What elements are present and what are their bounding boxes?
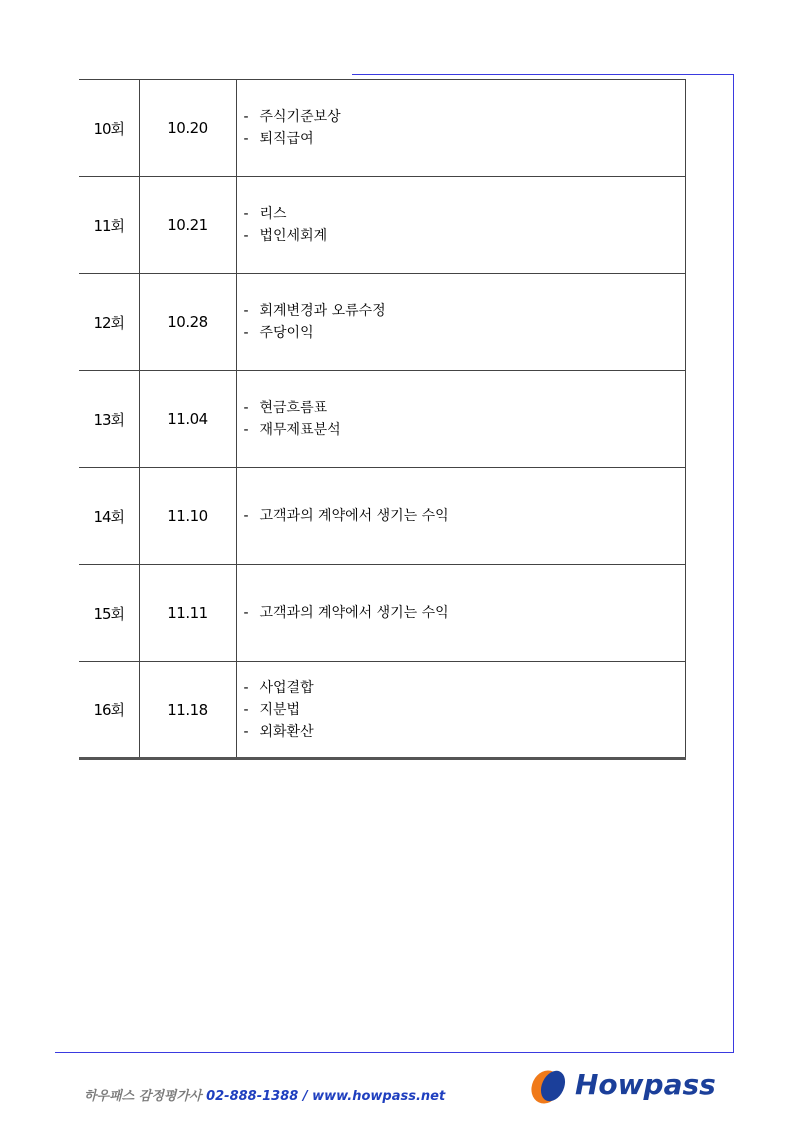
frame-right-line bbox=[733, 74, 734, 1053]
topic-item bbox=[244, 602, 686, 624]
round-cell: 12회 bbox=[79, 274, 139, 371]
date-cell: 11.18 bbox=[139, 662, 236, 759]
topics-cell bbox=[236, 468, 686, 565]
topics-cell bbox=[236, 177, 686, 274]
bullet-dash-icon: - bbox=[243, 325, 249, 341]
footer-contact bbox=[84, 1085, 445, 1104]
topic-text: 외화환산 bbox=[259, 723, 314, 740]
frame-bottom-line bbox=[55, 1052, 734, 1053]
schedule-row bbox=[79, 468, 686, 565]
bullet-dash-icon: - bbox=[243, 679, 249, 696]
bullet-dash-icon: - bbox=[243, 206, 249, 222]
topic-item bbox=[244, 397, 686, 419]
schedule-row bbox=[79, 274, 686, 371]
topic-text: 주당이익 bbox=[259, 325, 314, 341]
topic-text: 법인세회계 bbox=[259, 228, 328, 244]
schedule-row bbox=[79, 662, 686, 759]
topic-text: 고객과의 계약에서 생기는 수익 bbox=[259, 508, 449, 524]
topics-cell bbox=[236, 565, 686, 662]
topic-item bbox=[244, 721, 686, 743]
footer-brand: 하우패스 감정평가사 bbox=[84, 1089, 202, 1104]
bullet-dash-icon: - bbox=[243, 605, 249, 621]
date-cell: 11.10 bbox=[139, 468, 236, 565]
topics-cell bbox=[236, 80, 686, 177]
topic-item bbox=[244, 106, 686, 128]
topic-item bbox=[244, 128, 686, 150]
date-cell: 11.11 bbox=[139, 565, 236, 662]
bullet-dash-icon: - bbox=[243, 400, 249, 416]
schedule-row bbox=[79, 80, 686, 177]
topic-text: 고객과의 계약에서 생기는 수익 bbox=[259, 605, 449, 621]
topic-item bbox=[244, 505, 686, 527]
schedule-row bbox=[79, 565, 686, 662]
date-cell: 10.20 bbox=[139, 80, 236, 177]
howpass-logo-mark-icon bbox=[529, 1066, 573, 1106]
howpass-logo-text: Howpass bbox=[575, 1068, 716, 1101]
bullet-dash-icon: - bbox=[243, 701, 249, 718]
round-cell: 10회 bbox=[79, 80, 139, 177]
topic-item bbox=[244, 419, 686, 441]
topic-text: 퇴직급여 bbox=[259, 131, 314, 147]
bullet-dash-icon: - bbox=[243, 303, 249, 319]
bullet-dash-icon: - bbox=[243, 723, 249, 740]
topic-item bbox=[244, 699, 686, 721]
schedule-row bbox=[79, 177, 686, 274]
topics-cell bbox=[236, 371, 686, 468]
topic-text: 지분법 bbox=[259, 701, 301, 718]
round-cell: 16회 bbox=[79, 662, 139, 759]
topic-text: 주식기준보상 bbox=[259, 109, 341, 125]
topic-item bbox=[244, 677, 686, 699]
bullet-dash-icon: - bbox=[243, 228, 249, 244]
bullet-dash-icon: - bbox=[243, 131, 249, 147]
schedule-row bbox=[79, 371, 686, 468]
bullet-dash-icon: - bbox=[243, 508, 249, 524]
date-cell: 11.04 bbox=[139, 371, 236, 468]
round-cell: 14회 bbox=[79, 468, 139, 565]
bullet-dash-icon: - bbox=[243, 109, 249, 125]
topic-item bbox=[244, 300, 686, 322]
topic-text: 회계변경과 오류수정 bbox=[259, 303, 386, 319]
topics-cell bbox=[236, 274, 686, 371]
round-cell: 13회 bbox=[79, 371, 139, 468]
topic-text: 리스 bbox=[259, 206, 287, 222]
topic-text: 현금흐름표 bbox=[259, 400, 328, 416]
bullet-dash-icon: - bbox=[243, 422, 249, 438]
frame-top-line bbox=[352, 74, 734, 75]
footer-phone-url[interactable]: 02-888-1388 / www.howpass.net bbox=[206, 1089, 446, 1104]
lecture-schedule-table bbox=[79, 79, 686, 760]
topic-text: 재무제표분석 bbox=[259, 422, 341, 438]
date-cell: 10.21 bbox=[139, 177, 236, 274]
round-cell: 15회 bbox=[79, 565, 139, 662]
topic-text: 사업결합 bbox=[259, 679, 314, 696]
date-cell: 10.28 bbox=[139, 274, 236, 371]
round-cell: 11회 bbox=[79, 177, 139, 274]
topic-item bbox=[244, 225, 686, 247]
topic-item bbox=[244, 203, 686, 225]
topics-cell bbox=[236, 662, 686, 759]
howpass-logo bbox=[529, 1066, 719, 1106]
topic-item bbox=[244, 322, 686, 344]
